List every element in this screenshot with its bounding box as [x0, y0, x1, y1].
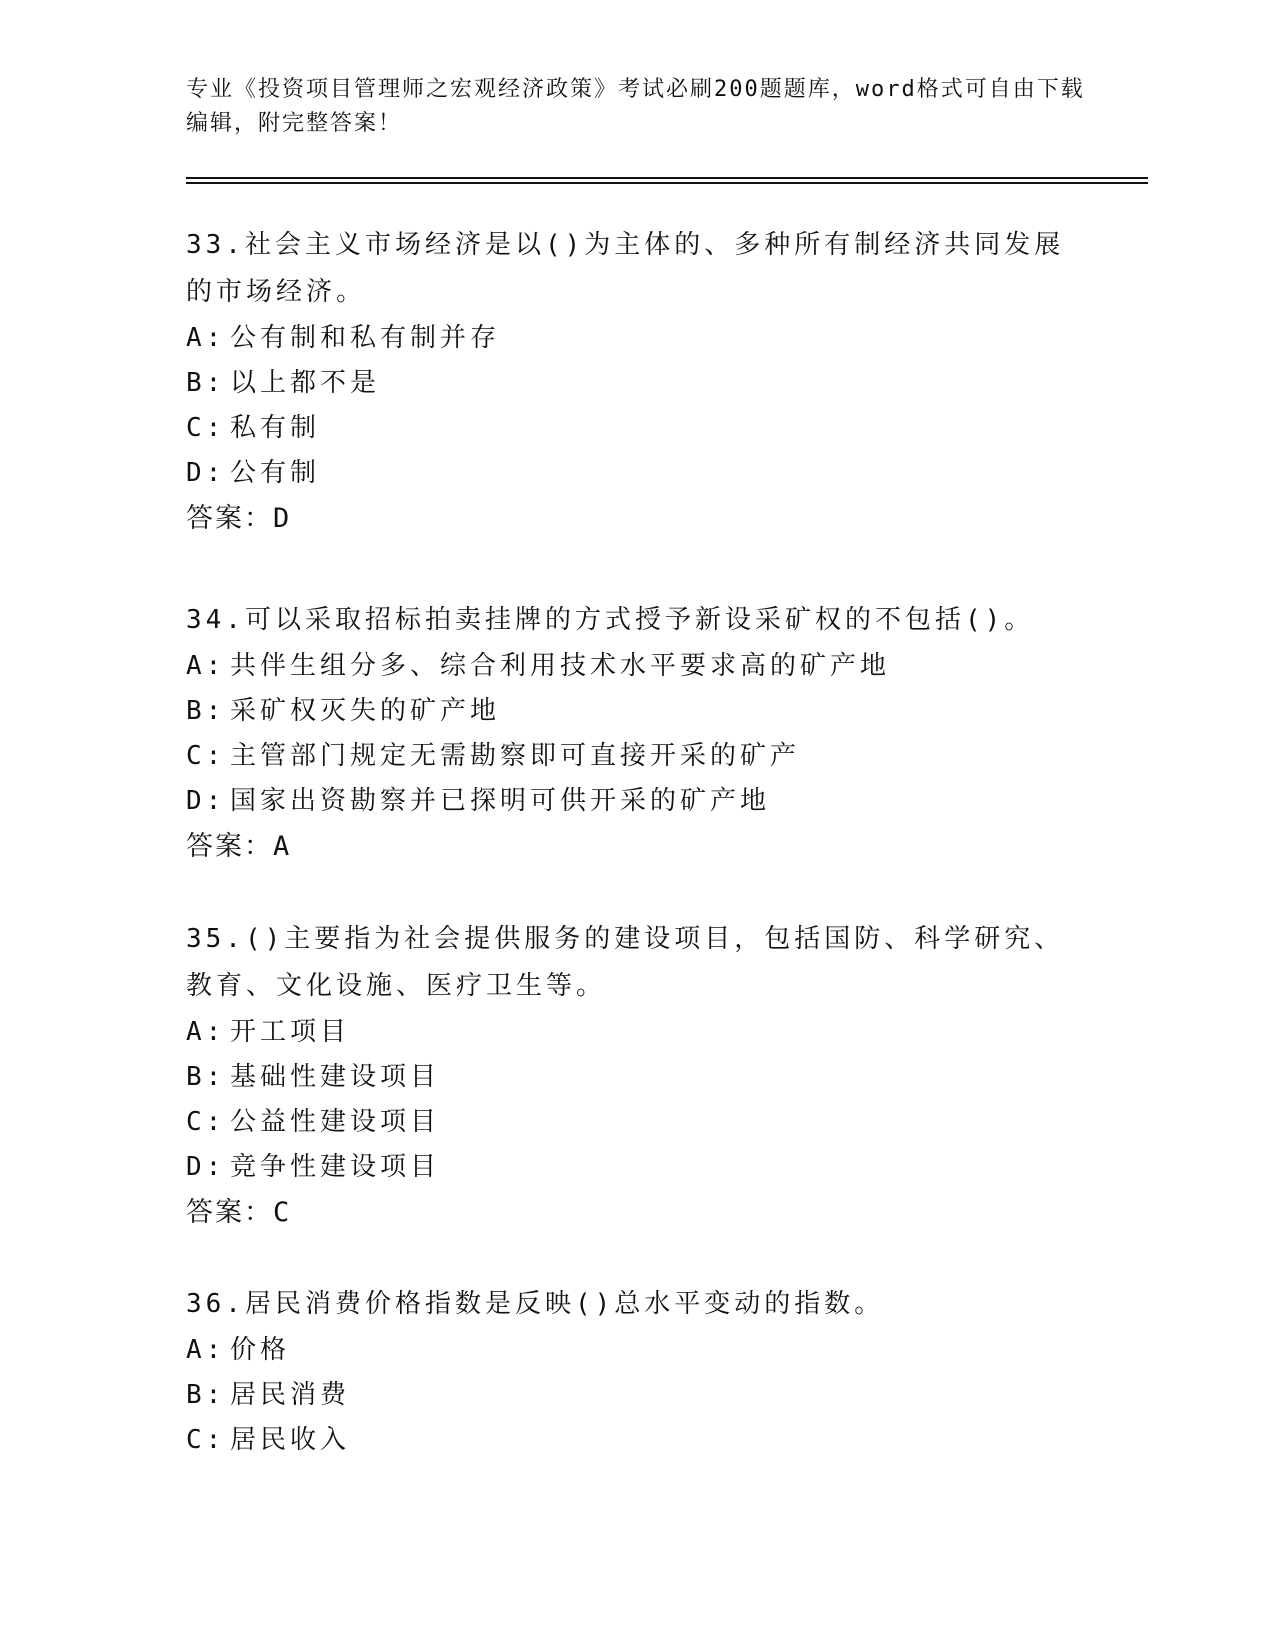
answer-label: 答案： [186, 1197, 273, 1228]
question-stem [186, 916, 1086, 1010]
option-b [186, 1373, 1086, 1418]
question-text: 可以采取招标拍卖挂牌的方式授予新设采矿权的不包括()。 [244, 605, 1035, 635]
question-stem [186, 222, 1086, 316]
option-letter: B: [186, 1062, 226, 1092]
option-letter: B: [186, 696, 226, 726]
question-number: 34. [186, 605, 245, 635]
option-letter: A: [186, 323, 226, 353]
question-33 [186, 222, 1086, 542]
option-letter: B: [186, 368, 226, 398]
question-number: 35. [186, 924, 245, 954]
option-c [186, 1100, 1086, 1145]
option-text: 私有制 [230, 413, 321, 443]
question-34 [186, 597, 1086, 870]
option-c [186, 1418, 1086, 1463]
answer-value: C [273, 1197, 292, 1228]
option-d [186, 779, 1086, 824]
option-text: 国家出资勘察并已探明可供开采的矿产地 [230, 786, 771, 816]
option-text: 竞争性建设项目 [230, 1152, 441, 1182]
option-text: 公有制和私有制并存 [230, 323, 501, 353]
option-text: 价格 [230, 1335, 291, 1365]
option-text: 基础性建设项目 [230, 1062, 441, 1092]
answer-label: 答案： [186, 831, 273, 862]
question-number: 33. [186, 230, 245, 260]
option-a [186, 644, 1086, 689]
option-letter: A: [186, 1017, 226, 1047]
answer-line [186, 1190, 1086, 1236]
option-c [186, 406, 1086, 451]
option-a [186, 1328, 1086, 1373]
option-letter: D: [186, 786, 226, 816]
option-letter: D: [186, 458, 226, 488]
option-text: 开工项目 [230, 1017, 351, 1047]
header-rule-bottom [186, 182, 1148, 184]
question-text: 社会主义市场经济是以()为主体的、多种所有制经济共同发展的市场经济。 [186, 230, 1065, 307]
option-letter: C: [186, 413, 226, 443]
option-letter: C: [186, 1107, 226, 1137]
option-d [186, 1145, 1086, 1190]
question-stem [186, 597, 1086, 644]
answer-value: D [273, 503, 292, 534]
question-35 [186, 916, 1086, 1236]
document-header: 专业《投资项目管理师之宏观经济政策》考试必刷200题题库，word格式可自由下载编辑，附完整答案！ [186, 77, 1085, 136]
option-b [186, 689, 1086, 734]
answer-line [186, 824, 1086, 870]
question-stem [186, 1281, 1086, 1328]
option-text: 共伴生组分多、综合利用技术水平要求高的矿产地 [230, 651, 891, 681]
option-text: 公有制 [230, 458, 321, 488]
option-text: 居民消费 [230, 1380, 351, 1410]
option-b [186, 1055, 1086, 1100]
option-text: 主管部门规定无需勘察即可直接开采的矿产 [230, 741, 801, 771]
answer-label: 答案： [186, 503, 273, 534]
option-text: 公益性建设项目 [230, 1107, 441, 1137]
option-d [186, 451, 1086, 496]
option-text: 以上都不是 [230, 368, 381, 398]
option-a [186, 1010, 1086, 1055]
option-text: 采矿权灭失的矿产地 [230, 696, 501, 726]
option-letter: C: [186, 1425, 226, 1455]
option-letter: A: [186, 651, 226, 681]
option-letter: B: [186, 1380, 226, 1410]
question-36 [186, 1281, 1086, 1463]
question-text: 居民消费价格指数是反映()总水平变动的指数。 [244, 1289, 885, 1319]
option-letter: C: [186, 741, 226, 771]
answer-line [186, 496, 1086, 542]
option-c [186, 734, 1086, 779]
option-b [186, 361, 1086, 406]
answer-value: A [273, 831, 292, 862]
question-number: 36. [186, 1289, 245, 1319]
option-letter: D: [186, 1152, 226, 1182]
header-rule-top [186, 177, 1148, 179]
option-letter: A: [186, 1335, 226, 1365]
option-a [186, 316, 1086, 361]
question-text: ()主要指为社会提供服务的建设项目，包括国防、科学研究、教育、文化设施、医疗卫生等。 [186, 924, 1065, 1001]
option-text: 居民收入 [230, 1425, 351, 1455]
